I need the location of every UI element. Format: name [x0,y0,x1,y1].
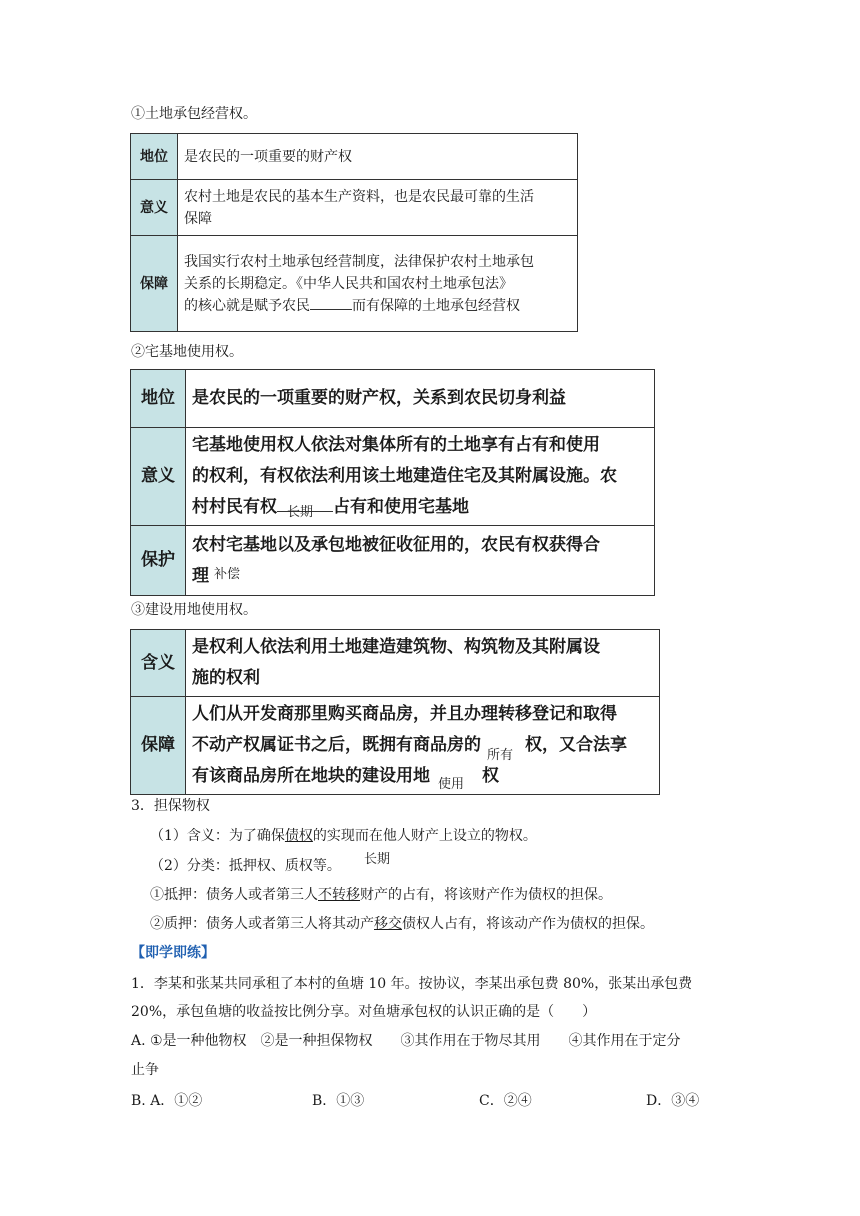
handwritten-answer: 补偿 [214,566,241,582]
row-text-protection: 农村宅基地以及承包地被征收征用的，农民有权获得合 理 补偿 [186,526,655,596]
options-line: 止争 [131,1062,159,1078]
row-label-guarantee: 保障 [131,697,186,795]
handwritten-note: 长期 [364,852,391,867]
practice-title: 【即学即练】 [131,945,215,961]
question-line: 20%，承包鱼塘的收益按比例分享。对鱼塘承包权的认识正确的是（ ） [131,1004,597,1020]
choice-b: B．①③ [312,1093,365,1109]
row-label-meaning: 意义 [131,180,178,236]
handwritten-answer: 所有 [487,748,514,763]
part3-item-mortgage: ①抵押：债务人或者第三人不转移财产的占有，将该财产作为债权的担保。 [150,887,612,903]
row-label-protection: 保护 [131,526,186,596]
part3-item-classification: （2）分类：抵押权、质权等。 [150,858,341,874]
part3-title: 3．担保物权 [131,798,210,814]
row-label-definition: 含义 [131,630,186,697]
handwritten-answer: 长期 [287,505,314,520]
row-label-meaning: 意义 [131,428,186,526]
part3-item-definition: （1）含义：为了确保债权的实现而在他人财产上设立的物权。 [150,828,537,844]
question-line: 1．李某和张某共同承租了本村的鱼塘 10 年。按协议，李某出承包费 80%，张某出承包费 [131,976,693,992]
fill-blank [310,309,352,310]
row-text-status: 是农民的一项重要的财产权 [178,134,578,180]
homestead-table [130,369,655,596]
options-line: A. ①是一种他物权 ②是一种担保物权 ③其作用在于物尽其用 ④其作用在于定分 [131,1033,681,1049]
row-label-guarantee: 保障 [131,236,178,332]
handwritten-answer: 使用 [438,777,465,792]
row-text-status: 是农民的一项重要的财产权，关系到农民切身利益 [186,370,655,428]
row-text-meaning: 农村土地是农民的基本生产资料，也是农民最可靠的生活 保障 [178,180,578,236]
row-text-definition: 是权利人依法利用土地建造建筑物、构筑物及其附属设 施的权利 [186,630,660,697]
part3-item-pledge: ②质押：债务人或者第三人将其动产移交债权人占有，将该动产作为债权的担保。 [150,916,654,932]
row-text-guarantee: 我国实行农村土地承包经营制度，法律保护农村土地承包 关系的长期稳定。《中华人民共和国农村土地承包法》 的核心就是赋予农民 而有保障的土地承包经营权 [178,236,578,332]
section1-heading: ①土地承包经营权。 [131,106,257,122]
row-label-status: 地位 [131,134,178,180]
section3-heading: ③建设用地使用权。 [131,602,257,618]
land-contract-table [130,133,578,332]
fill-blank [277,505,333,520]
choice-d: D．③④ [646,1093,700,1109]
row-text-meaning: 宅基地使用权人依法对集体所有的土地享有占有和使用 的权利，有权依法利用该土地建造住宅及其附属设施。农 村村民有权 长期 占有和使用宅基地 [186,428,655,526]
section2-heading: ②宅基地使用权。 [131,344,243,360]
construction-land-table [130,629,660,795]
row-text-guarantee: 人们从开发商那里购买商品房，并且办理转移登记和取得 不动产权属证书之后，既拥有商品房的 所有 权，又合法享 有该商品房所在地块的建设用地 使用 权 [186,697,660,795]
choice-a: B. A．①② [131,1093,203,1109]
choice-c: C．②④ [479,1093,532,1109]
row-label-status: 地位 [131,370,186,428]
